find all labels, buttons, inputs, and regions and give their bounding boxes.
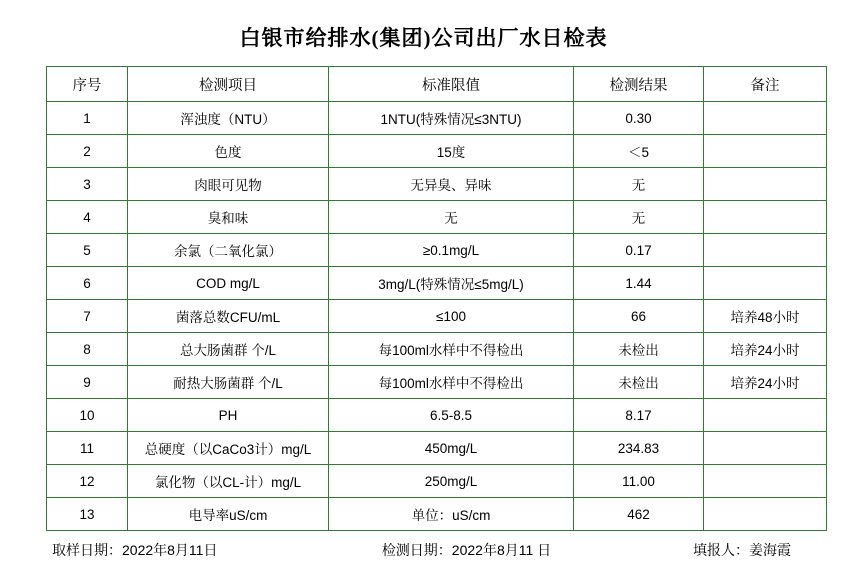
table-row	[47, 234, 827, 267]
table-row	[47, 201, 827, 234]
table-header-row	[47, 67, 827, 102]
column-header-remark: 备注	[704, 67, 827, 102]
cell-no: 8	[47, 333, 128, 366]
cell-no: 13	[47, 498, 128, 531]
table-row	[47, 168, 827, 201]
table-row	[47, 300, 827, 333]
table-row	[47, 465, 827, 498]
cell-result: 未检出	[574, 366, 704, 399]
cell-result: 462	[574, 498, 704, 531]
cell-item: 耐热大肠菌群 个/L	[128, 366, 329, 399]
cell-limit: 450mg/L	[329, 432, 574, 465]
cell-limit: ≥0.1mg/L	[329, 234, 574, 267]
cell-item: 电导率uS/cm	[128, 498, 329, 531]
cell-limit: ≤100	[329, 300, 574, 333]
cell-no: 7	[47, 300, 128, 333]
cell-remark	[704, 465, 827, 498]
cell-limit: 1NTU(特殊情况≤3NTU)	[329, 102, 574, 135]
cell-no: 5	[47, 234, 128, 267]
cell-item: PH	[128, 399, 329, 432]
cell-remark	[704, 432, 827, 465]
cell-item: 氯化物（以CL-计）mg/L	[128, 465, 329, 498]
column-header-item: 检测项目	[128, 67, 329, 102]
cell-result: 无	[574, 201, 704, 234]
cell-result: 234.83	[574, 432, 704, 465]
cell-remark: 培养24小时	[704, 333, 827, 366]
table-container	[0, 66, 847, 531]
cell-result: ＜5	[574, 135, 704, 168]
footer-row	[0, 531, 847, 569]
cell-limit: 15度	[329, 135, 574, 168]
cell-limit: 每100ml水样中不得检出	[329, 333, 574, 366]
table-row	[47, 498, 827, 531]
cell-limit: 无	[329, 201, 574, 234]
cell-result: 0.30	[574, 102, 704, 135]
table-row	[47, 333, 827, 366]
cell-result: 1.44	[574, 267, 704, 300]
cell-remark	[704, 201, 827, 234]
column-header-result: 检测结果	[574, 67, 704, 102]
table-row	[47, 399, 827, 432]
cell-result: 11.00	[574, 465, 704, 498]
cell-result: 0.17	[574, 234, 704, 267]
cell-limit: 250mg/L	[329, 465, 574, 498]
cell-remark: 培养48小时	[704, 300, 827, 333]
cell-limit: 每100ml水样中不得检出	[329, 366, 574, 399]
cell-remark	[704, 399, 827, 432]
column-header-limit: 标准限值	[329, 67, 574, 102]
cell-result: 66	[574, 300, 704, 333]
cell-no: 11	[47, 432, 128, 465]
cell-item: COD mg/L	[128, 267, 329, 300]
table-body	[47, 67, 827, 531]
cell-result: 无	[574, 168, 704, 201]
cell-no: 4	[47, 201, 128, 234]
table-row	[47, 267, 827, 300]
cell-remark: 培养24小时	[704, 366, 827, 399]
cell-item: 肉眼可见物	[128, 168, 329, 201]
cell-remark	[704, 135, 827, 168]
sample-date-label: 取样日期：2022年8月11日	[52, 542, 218, 558]
cell-result: 未检出	[574, 333, 704, 366]
cell-remark	[704, 267, 827, 300]
cell-item: 浑浊度（NTU）	[128, 102, 329, 135]
cell-item: 余氯（二氧化氯）	[128, 234, 329, 267]
cell-no: 3	[47, 168, 128, 201]
cell-no: 2	[47, 135, 128, 168]
cell-remark	[704, 234, 827, 267]
cell-no: 12	[47, 465, 128, 498]
cell-result: 8.17	[574, 399, 704, 432]
page-title: 白银市给排水(集团)公司出厂水日检表	[239, 26, 608, 50]
cell-item: 臭和味	[128, 201, 329, 234]
water-quality-table	[46, 66, 827, 531]
column-header-no: 序号	[47, 67, 128, 102]
table-row	[47, 135, 827, 168]
cell-remark	[704, 168, 827, 201]
cell-no: 9	[47, 366, 128, 399]
cell-remark	[704, 498, 827, 531]
cell-limit: 单位：uS/cm	[329, 498, 574, 531]
test-date-label: 检测日期：2022年8月11 日	[381, 542, 552, 558]
cell-limit: 3mg/L(特殊情况≤5mg/L)	[329, 267, 574, 300]
cell-no: 10	[47, 399, 128, 432]
cell-no: 1	[47, 102, 128, 135]
cell-item: 总硬度（以CaCo3计）mg/L	[128, 432, 329, 465]
cell-no: 6	[47, 267, 128, 300]
filled-by-label: 填报人：姜海霞	[693, 542, 791, 558]
cell-item: 色度	[128, 135, 329, 168]
cell-limit: 无异臭、异味	[329, 168, 574, 201]
cell-item: 菌落总数CFU/mL	[128, 300, 329, 333]
cell-item: 总大肠菌群 个/L	[128, 333, 329, 366]
table-row	[47, 366, 827, 399]
table-row	[47, 102, 827, 135]
cell-limit: 6.5-8.5	[329, 399, 574, 432]
cell-remark	[704, 102, 827, 135]
table-row	[47, 432, 827, 465]
